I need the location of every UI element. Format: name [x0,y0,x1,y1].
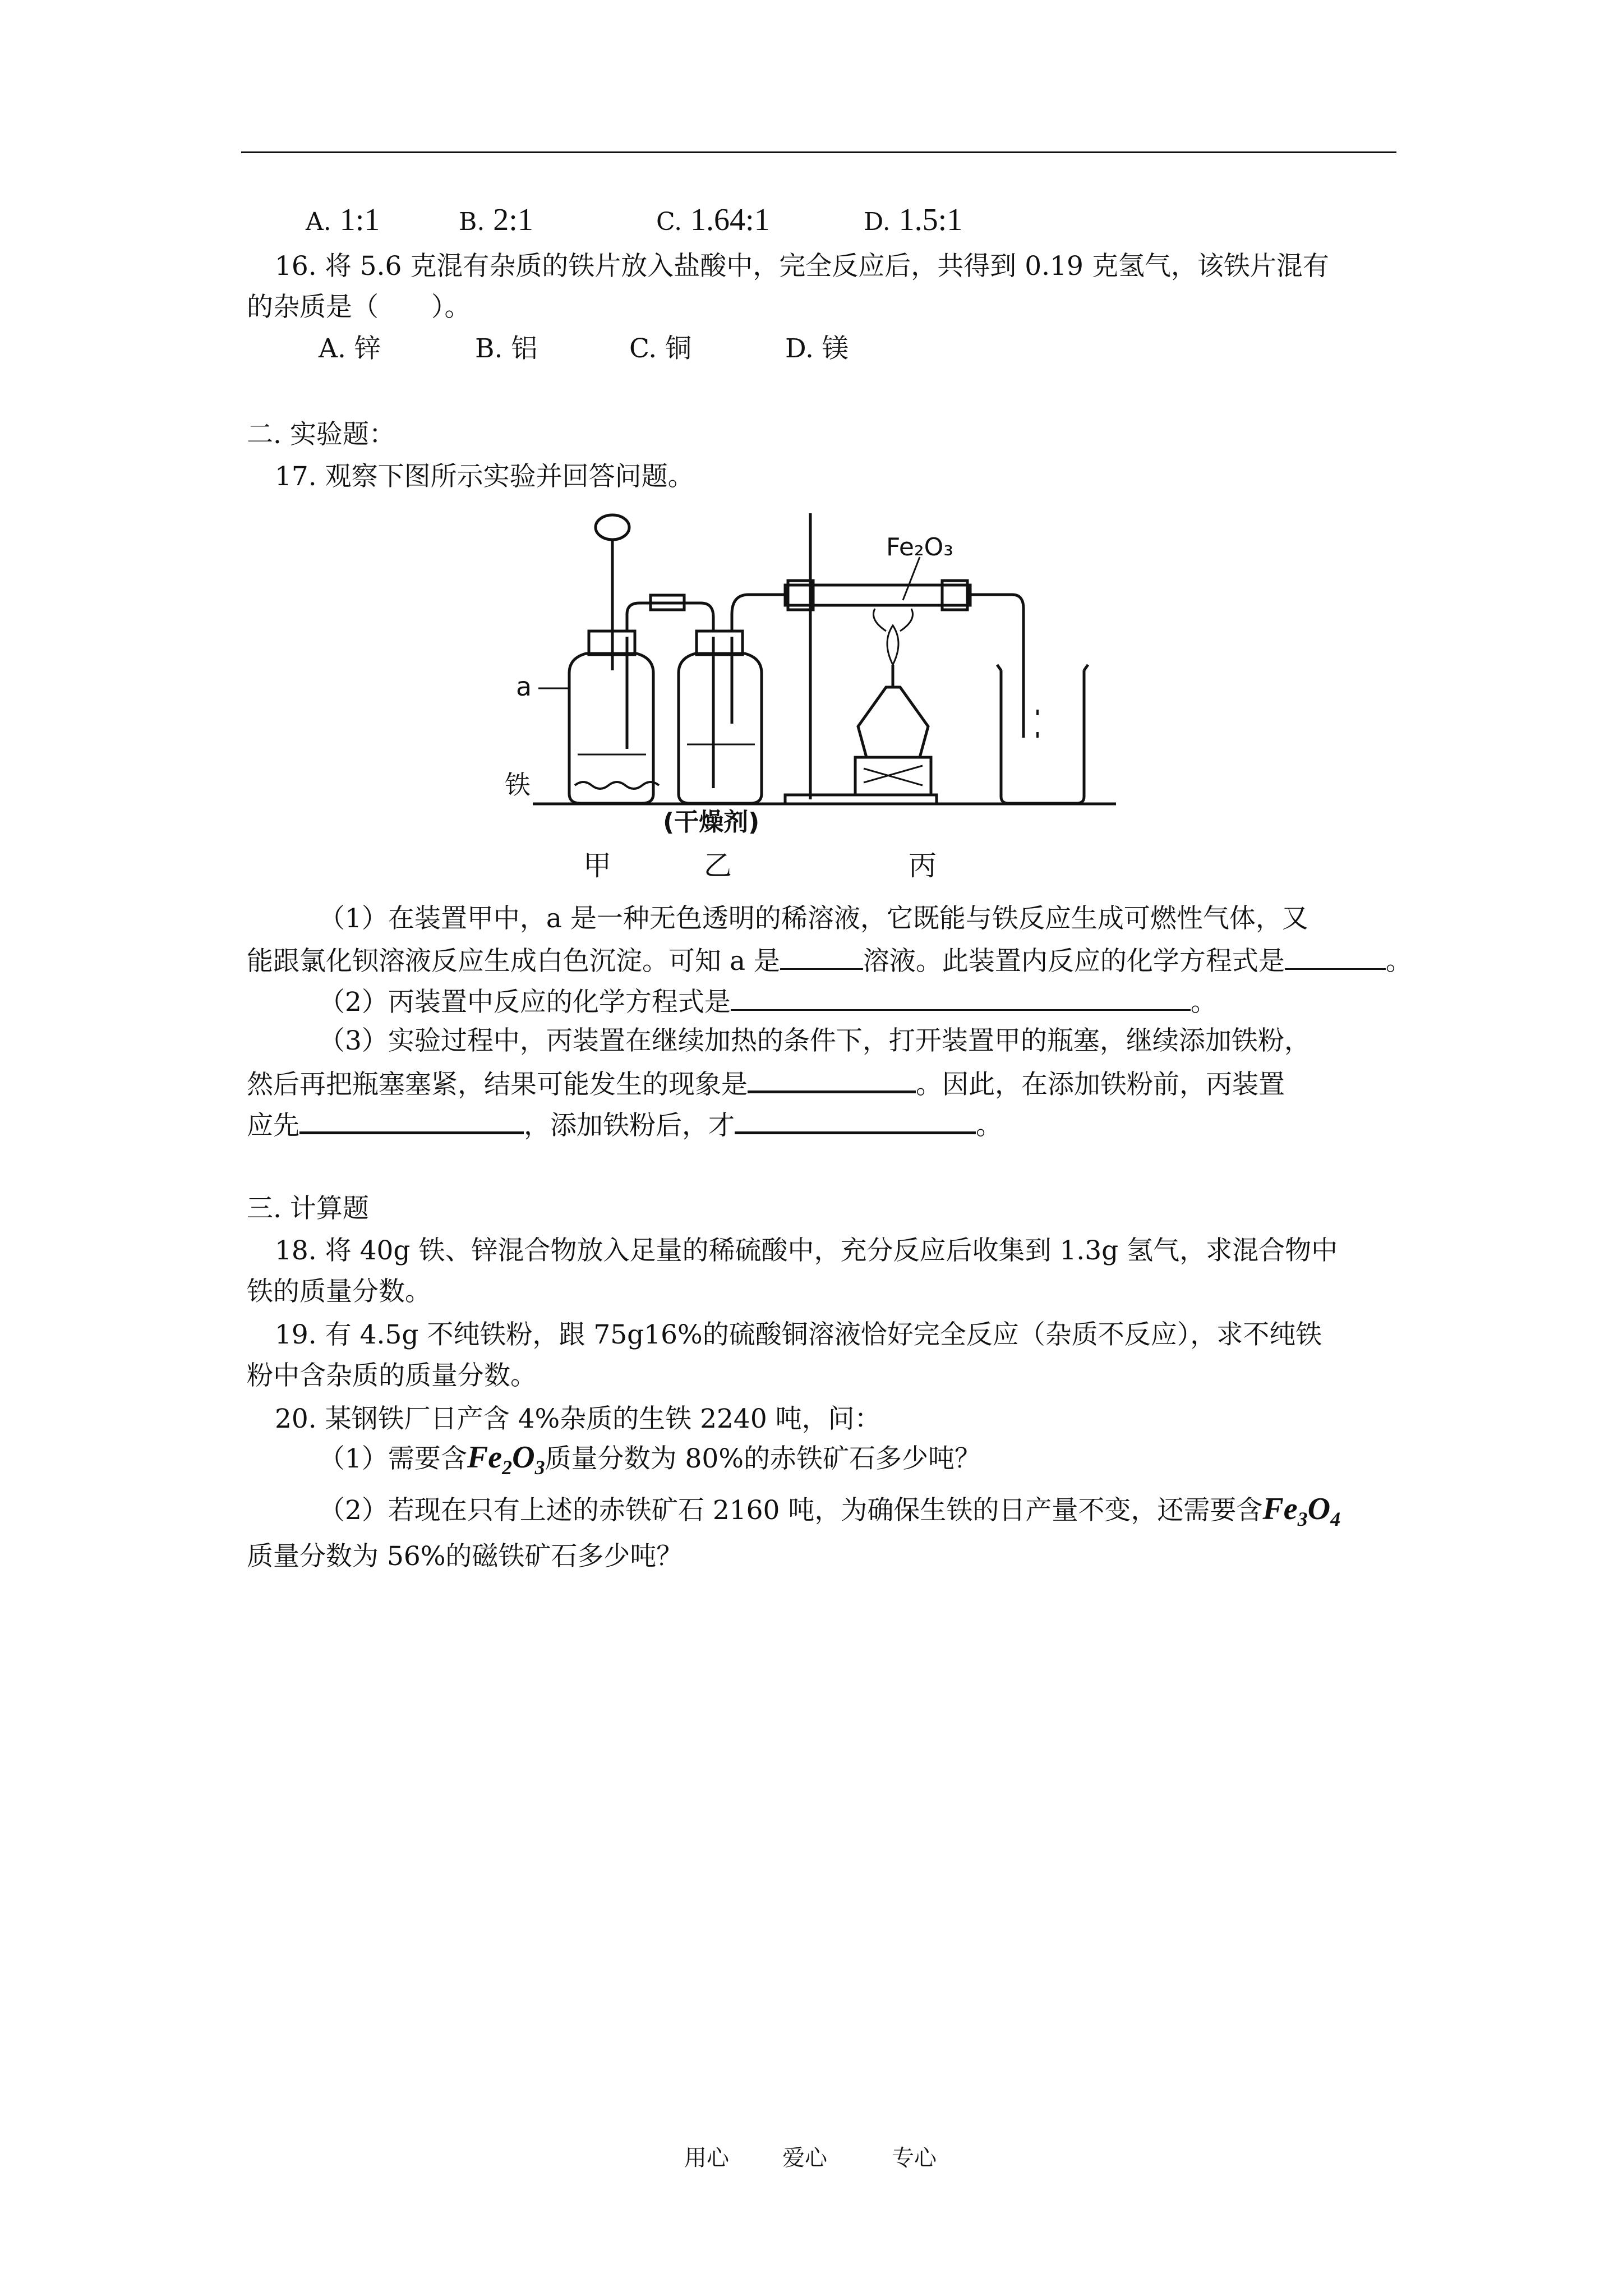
header-rule [241,151,1396,153]
alcohol-lamp [858,687,928,757]
bottle-yi [679,654,762,803]
blank-equation-jia[interactable] [1285,942,1386,970]
q16-line2: 的杂质是（ ）。 [247,292,471,323]
q16-option-c: C. 铜 [629,333,692,364]
footer-3: 专心 [892,2145,937,2171]
beaker [1001,670,1084,803]
blank-a-solution[interactable] [780,942,863,970]
caption-jia: 甲 [583,849,611,882]
q17-p2: （2）丙装置中反应的化学方程式是 。 [319,983,1217,1019]
label-desiccant: (干燥剂) [663,808,760,836]
q15-option-a: A. 1:1 [306,203,380,237]
blank-equation-bing[interactable] [731,983,1191,1011]
q17-p3-line1: （3）实验过程中，丙装置在继续加热的条件下，打开装置甲的瓶塞，继续添加铁粉， [319,1025,1311,1056]
q17-p1-line1: （1）在装置甲中，a 是一种无色透明的稀溶液，它既能与铁反应生成可燃性气体，又 [319,903,1308,934]
q16-line1: 16. 将 5.6 克混有杂质的铁片放入盐酸中，完全反应后，共得到 0.19 克氢气，该铁片混有 [275,251,1329,282]
bottle-jia [569,654,653,803]
q20-line1: 20. 某钢铁厂日产含 4%杂质的生铁 2240 吨，问： [275,1404,881,1434]
label-a: a [516,671,532,702]
q17-p3-line3: 应先 ，添加铁粉后，才 。 [247,1106,1002,1143]
funnel-icon [596,515,629,540]
q16-option-a: A. 锌 [319,333,381,364]
section3-heading: 三. 计算题 [247,1193,369,1224]
caption-yi: 乙 [704,849,732,882]
q20-part1: （1）需要含$Fe_2O_3$质量分数为 80%的赤铁矿石多少吨？ [319,1440,981,1479]
blank-after-adding[interactable] [735,1106,976,1134]
q16-option-d: D. 镁 [785,333,849,364]
q19-line2: 粉中含杂质的质量分数。 [247,1360,537,1391]
q18-line1: 18. 将 40g 铁、锌混合物放入足量的稀硫酸中，充分反应后收集到 1.3g 氢气，求混合物中 [275,1235,1338,1266]
fe2o3-label: Fe₂O₃ [886,533,953,562]
apparatus-figure [494,502,1138,884]
footer-1: 用心 [684,2145,729,2171]
q20-last-line: 质量分数为 56%的磁铁矿石多少吨？ [247,1541,683,1572]
blank-phenomenon[interactable] [748,1065,916,1093]
footer-2: 爱心 [782,2145,827,2171]
q15-option-d: D. 1.5:1 [864,203,963,237]
q17-p1-line2: 能跟氯化钡溶液反应生成白色沉淀。可知 a 是 溶液。此装置内反应的化学方程式是 。 [247,942,1412,978]
fe3o4-formula: $Fe_3O_4$ [1262,1492,1341,1531]
q17-p3-line2: 然后再把瓶塞塞紧，结果可能发生的现象是 。因此，在添加铁粉前，丙装置 [247,1065,1285,1102]
stopper-yi [697,631,743,655]
q19-line1: 19. 有 4.5g 不纯铁粉，跟 75g16%的硫酸铜溶液恰好完全反应（杂质不反应），求不纯铁 [275,1319,1322,1350]
q17-intro: 17. 观察下图所示实验并回答问题。 [275,461,694,492]
caption-bing: 丙 [909,849,937,882]
blank-before-adding[interactable] [299,1106,524,1134]
fe2o3-formula: $Fe_2O_3$ [467,1440,545,1479]
label-iron: 铁 [505,770,531,800]
section2-heading: 二. 实验题： [247,419,395,450]
q15-option-c: C. 1.64:1 [656,203,770,237]
q16-option-b: B. 铝 [475,333,538,364]
q20-part2: （2）若现在只有上述的赤铁矿石 2160 吨，为确保生铁的日产量不变，还需要含$Fe_3O_4$ [319,1492,1341,1531]
q15-option-b: B. 2:1 [459,203,533,237]
q18-line2: 铁的质量分数。 [247,1276,431,1307]
